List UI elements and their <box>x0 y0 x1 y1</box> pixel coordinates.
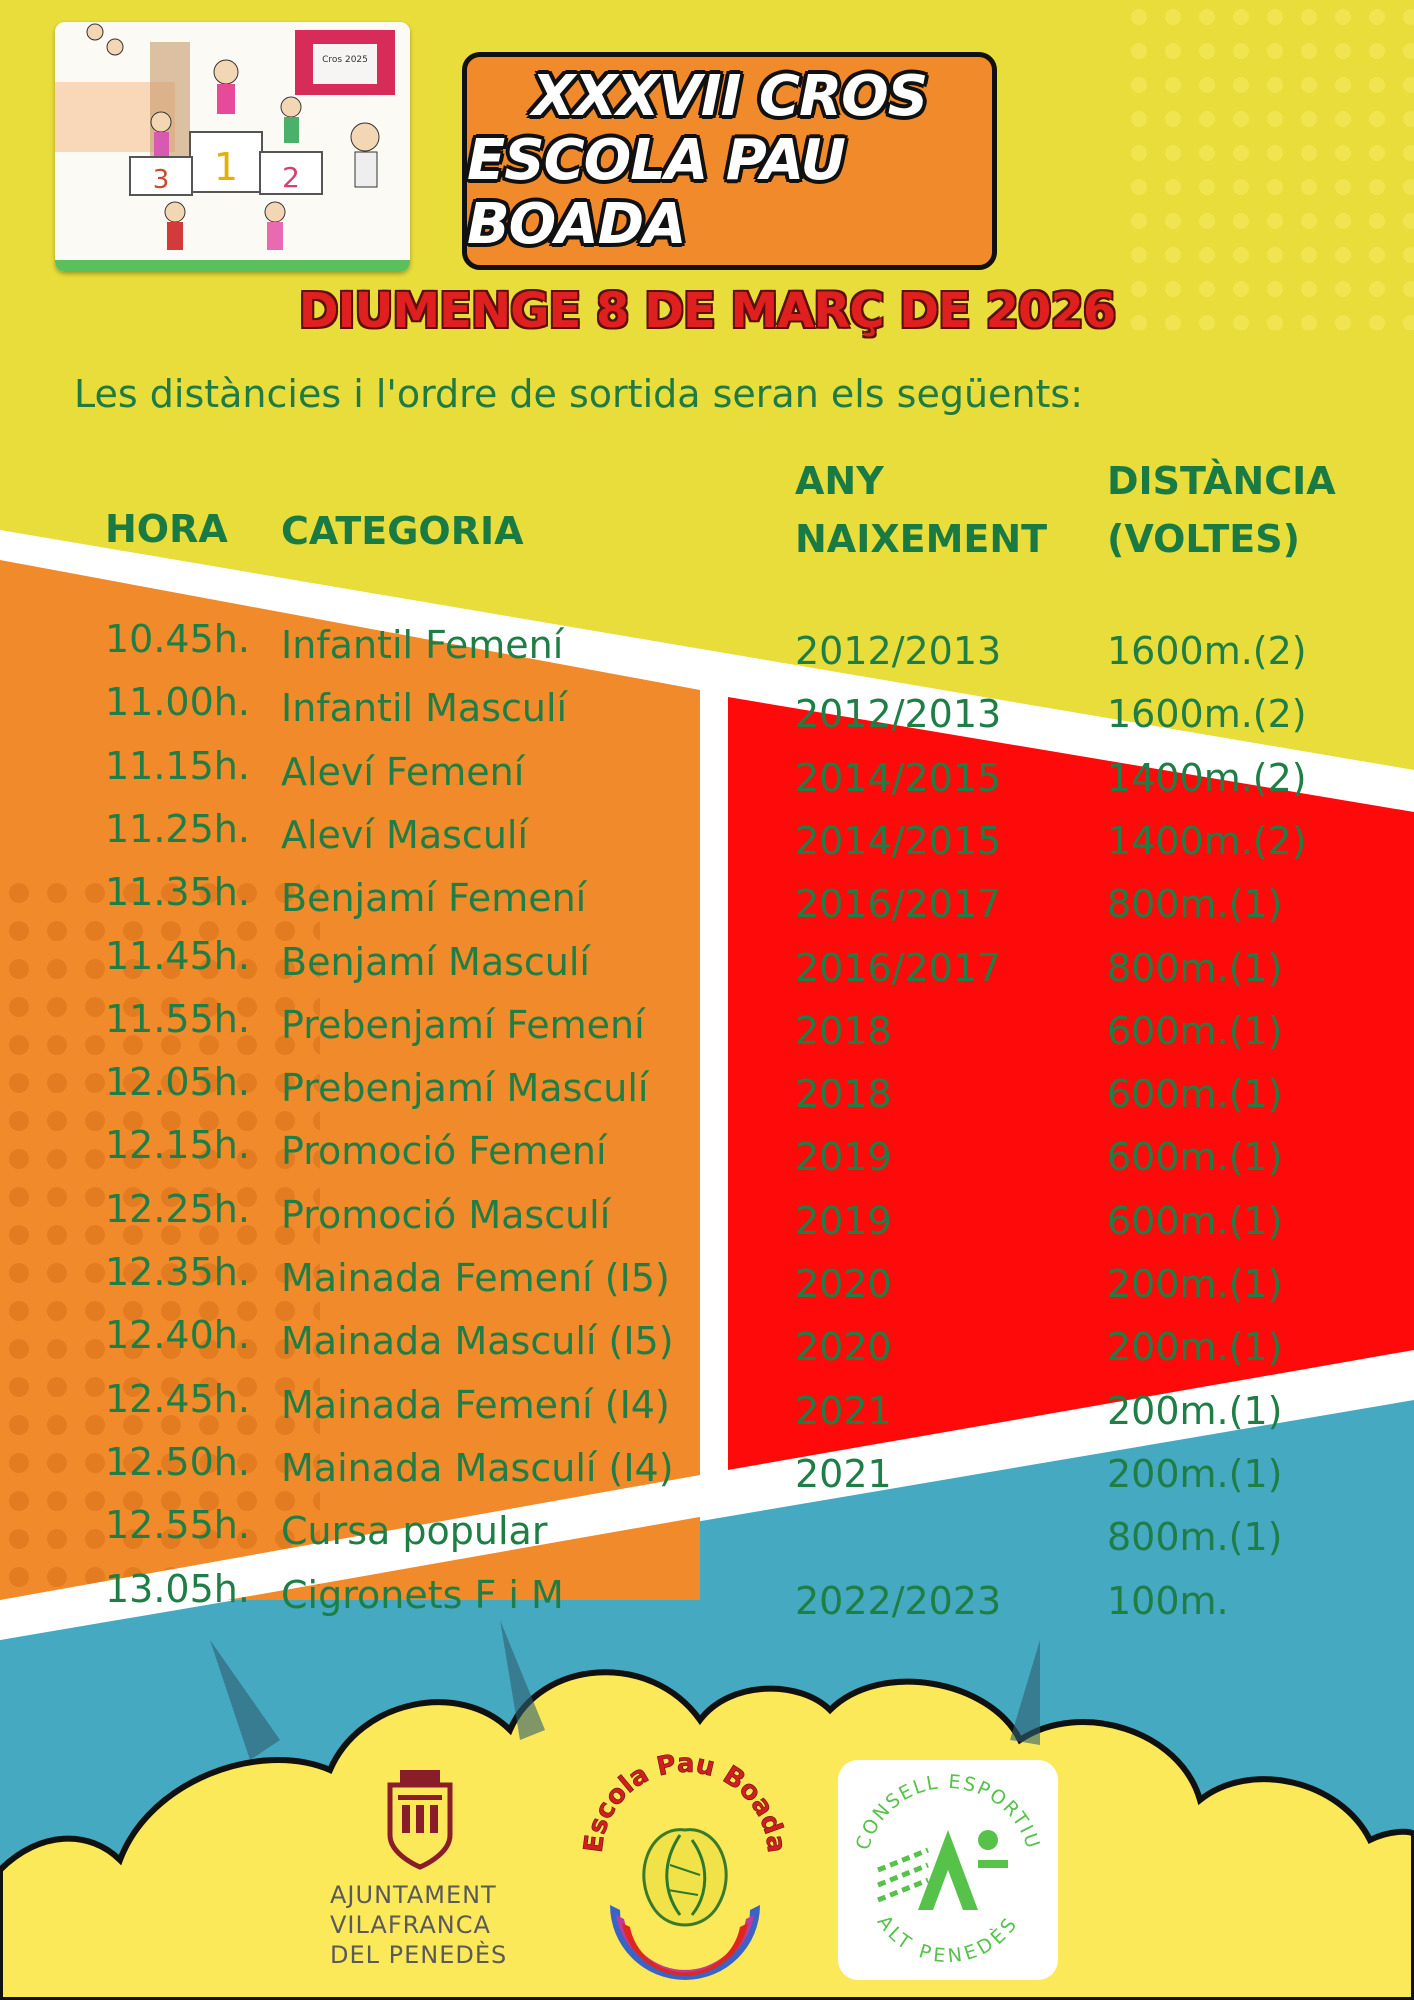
row-any-naixement: 2018 <box>795 1008 892 1053</box>
row-categoria: Mainada Femení (I4) <box>281 1382 670 1427</box>
row-hora: 11.35h. <box>105 870 250 915</box>
row-hora: 12.40h. <box>105 1313 250 1358</box>
row-hora: 11.25h. <box>105 806 250 851</box>
row-distancia: 100m. <box>1107 1578 1229 1623</box>
row-categoria: Promoció Femení <box>281 1129 607 1174</box>
consell-text-top: CONSELL ESPORTIU <box>851 1770 1045 1853</box>
row-any-naixement: 2020 <box>795 1325 892 1370</box>
row-distancia: 800m.(1) <box>1107 882 1283 927</box>
row-distancia: 600m.(1) <box>1107 1198 1283 1243</box>
row-hora: 10.45h. <box>105 617 250 661</box>
row-categoria: Mainada Femení (I5) <box>281 1256 670 1300</box>
row-hora: 12.25h. <box>105 1186 250 1231</box>
row-distancia: 200m.(1) <box>1107 1325 1283 1370</box>
row-categoria: Promoció Masculí <box>281 1192 611 1237</box>
row-any-naixement: 2022/2023 <box>795 1578 1002 1623</box>
intro-text: Les distàncies i l'ordre de sortida seran els següents: <box>74 372 1084 416</box>
row-any-naixement: 2012/2013 <box>795 629 1002 673</box>
row-hora: 12.55h. <box>105 1503 250 1548</box>
ajuntament-shield-icon <box>320 1765 520 1875</box>
header-any-line1: ANY <box>795 459 884 503</box>
event-title-box <box>462 52 997 270</box>
ajuntament-line2: VILAFRANCA <box>330 1911 491 1939</box>
podium-third: 3 <box>152 165 170 195</box>
row-categoria: Mainada Masculí (I4) <box>281 1445 674 1490</box>
header-any-naixement <box>795 452 1047 568</box>
children-drawing-image <box>55 22 410 272</box>
consell-esportiu-logo <box>838 1760 1058 1980</box>
runner-icon <box>878 1830 1008 1910</box>
ajuntament-line1: AJUNTAMENT <box>330 1881 497 1909</box>
row-categoria: Aleví Femení <box>281 749 525 794</box>
drawing-banner-text: Cros 2025 <box>322 55 368 65</box>
school-logo-text: Escola Pau Boada <box>580 1748 790 1855</box>
row-categoria: Benjamí Femení <box>281 876 587 921</box>
consell-text-bottom: ALT PENEDÈS <box>872 1911 1024 1968</box>
row-distancia: 200m.(1) <box>1107 1451 1283 1496</box>
event-title-line1: XXXVII CROS <box>531 64 928 129</box>
row-any-naixement: 2014/2015 <box>795 818 1002 863</box>
row-any-naixement: 2019 <box>795 1135 892 1180</box>
row-any-naixement: 2016/2017 <box>795 945 1002 990</box>
event-date: DIUMENGE 8 DE MARÇ DE 2026 <box>298 283 1116 339</box>
header-dist-line2: (VOLTES) <box>1107 517 1300 561</box>
row-categoria: Mainada Masculí (I5) <box>281 1319 674 1364</box>
row-hora: 12.05h. <box>105 1060 250 1105</box>
row-any-naixement: 2020 <box>795 1262 892 1306</box>
row-hora: 11.00h. <box>105 680 250 725</box>
podium-first: 1 <box>213 145 239 189</box>
row-any-naixement: 2016/2017 <box>795 882 1002 927</box>
row-distancia: 1400m.(2) <box>1107 818 1307 863</box>
row-hora: 12.15h. <box>105 1123 250 1168</box>
row-categoria: Cigronets F i M <box>281 1572 564 1617</box>
row-any-naixement: 2012/2013 <box>795 692 1002 737</box>
row-any-naixement: 2018 <box>795 1072 892 1117</box>
row-categoria: Prebenjamí Femení <box>281 1002 645 1047</box>
row-any-naixement: 2019 <box>795 1198 892 1243</box>
row-hora: 12.35h. <box>105 1250 250 1294</box>
row-categoria: Cursa popular <box>281 1509 548 1554</box>
row-distancia: 1600m.(2) <box>1107 629 1307 673</box>
ajuntament-logo <box>320 1765 520 1975</box>
row-any-naixement: 2021 <box>795 1388 892 1433</box>
school-logo <box>580 1735 790 1990</box>
row-any-naixement: 2021 <box>795 1451 892 1496</box>
row-hora: 12.50h. <box>105 1439 250 1484</box>
row-distancia: 600m.(1) <box>1107 1072 1283 1117</box>
header-distancia <box>1107 452 1336 568</box>
row-distancia: 800m.(1) <box>1107 1515 1283 1560</box>
row-hora: 11.45h. <box>105 933 250 978</box>
row-distancia: 600m.(1) <box>1107 1135 1283 1180</box>
row-hora: 11.15h. <box>105 743 250 788</box>
header-hora: HORA <box>105 507 228 551</box>
row-hora: 11.55h. <box>105 996 250 1041</box>
row-categoria: Infantil Femení <box>281 623 564 667</box>
row-any-naixement: 2014/2015 <box>795 755 1002 800</box>
row-categoria: Aleví Masculí <box>281 812 529 857</box>
row-distancia: 800m.(1) <box>1107 945 1283 990</box>
row-distancia: 1400m.(2) <box>1107 755 1307 800</box>
row-categoria: Benjamí Masculí <box>281 939 590 984</box>
row-categoria: Infantil Masculí <box>281 686 568 731</box>
ajuntament-line3: DEL PENEDÈS <box>330 1941 508 1969</box>
row-distancia: 600m.(1) <box>1107 1008 1283 1053</box>
event-title-line2: ESCOLA PAU BOADA <box>467 128 846 257</box>
row-hora: 13.05h. <box>105 1566 250 1611</box>
header-categoria: CATEGORIA <box>281 509 524 553</box>
row-distancia: 200m.(1) <box>1107 1262 1283 1306</box>
row-categoria: Prebenjamí Masculí <box>281 1066 649 1111</box>
row-distancia: 1600m.(2) <box>1107 692 1307 737</box>
header-any-line2: NAIXEMENT <box>795 517 1048 561</box>
row-distancia: 200m.(1) <box>1107 1388 1283 1433</box>
header-dist-line1: DISTÀNCIA <box>1107 459 1336 503</box>
row-hora: 12.45h. <box>105 1376 250 1421</box>
svg-text:ALT PENEDÈS <box>873 1911 1024 1967</box>
podium-second: 2 <box>282 161 300 194</box>
